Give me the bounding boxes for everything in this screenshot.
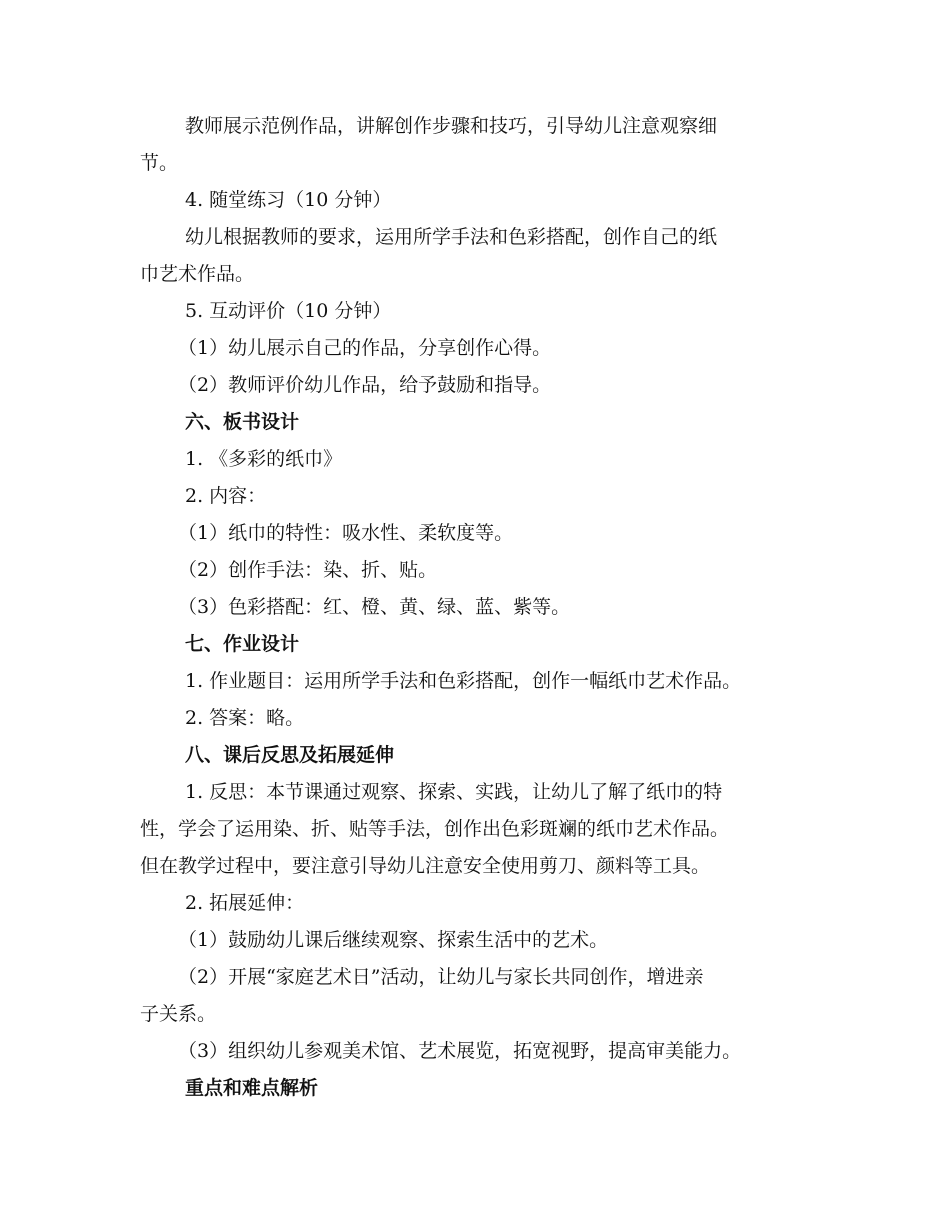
list-item: 1. 作业题目：运用所学手法和色彩搭配，创作一幅纸巾艺术作品。 [185,670,742,692]
list-item: 1. 《多彩的纸巾》 [185,448,343,470]
list-item: （3）组织幼儿参观美术馆、艺术展览，拓宽视野，提高审美能力。 [178,1040,742,1062]
list-item: （2）开展“家庭艺术日”活动，让幼儿与家长共同创作，增进亲 [178,966,704,988]
list-item: 2. 内容： [185,485,267,507]
list-item: （1）纸巾的特性：吸水性、柔软度等。 [178,522,514,544]
list-item: 2. 拓展延伸： [185,892,305,914]
list-item: 5. 互动评价（10 分钟） [185,300,392,322]
list-item: （3）色彩搭配：红、橙、黄、绿、蓝、紫等。 [178,596,571,618]
list-item: 2. 答案：略。 [185,707,305,729]
section-heading: 七、作业设计 [185,633,300,655]
list-item: （1）鼓励幼儿课后继续观察、探索生活中的艺术。 [178,929,609,951]
paragraph-line: 教师展示范例作品，讲解创作步骤和技巧，引导幼儿注意观察细 [185,115,718,137]
list-item: 1. 反思：本节课通过观察、探索、实践，让幼儿了解了纸巾的特 [185,781,723,803]
list-item: 4. 随堂练习（10 分钟） [185,189,392,211]
paragraph-line: 节。 [140,152,179,174]
paragraph-line: 幼儿根据教师的要求，运用所学手法和色彩搭配，创作自己的纸 [185,226,718,248]
paragraph-line: 但在教学过程中，要注意引导幼儿注意安全使用剪刀、颜料等工具。 [140,855,711,877]
section-heading: 八、课后反思及拓展延伸 [185,744,395,766]
paragraph-line: 性，学会了运用染、折、贴等手法，创作出色彩斑斓的纸巾艺术作品。 [140,818,730,840]
section-heading: 六、板书设计 [185,411,300,433]
list-item: （2）教师评价幼儿作品，给予鼓励和指导。 [178,374,552,396]
list-item: （1）幼儿展示自己的作品，分享创作心得。 [178,337,552,359]
document-body [140,108,820,1107]
paragraph-line: 巾艺术作品。 [140,263,255,285]
paragraph-line: 子关系。 [140,1003,217,1025]
section-heading: 重点和难点解析 [185,1077,319,1099]
list-item: （2）创作手法：染、折、贴。 [178,559,438,581]
